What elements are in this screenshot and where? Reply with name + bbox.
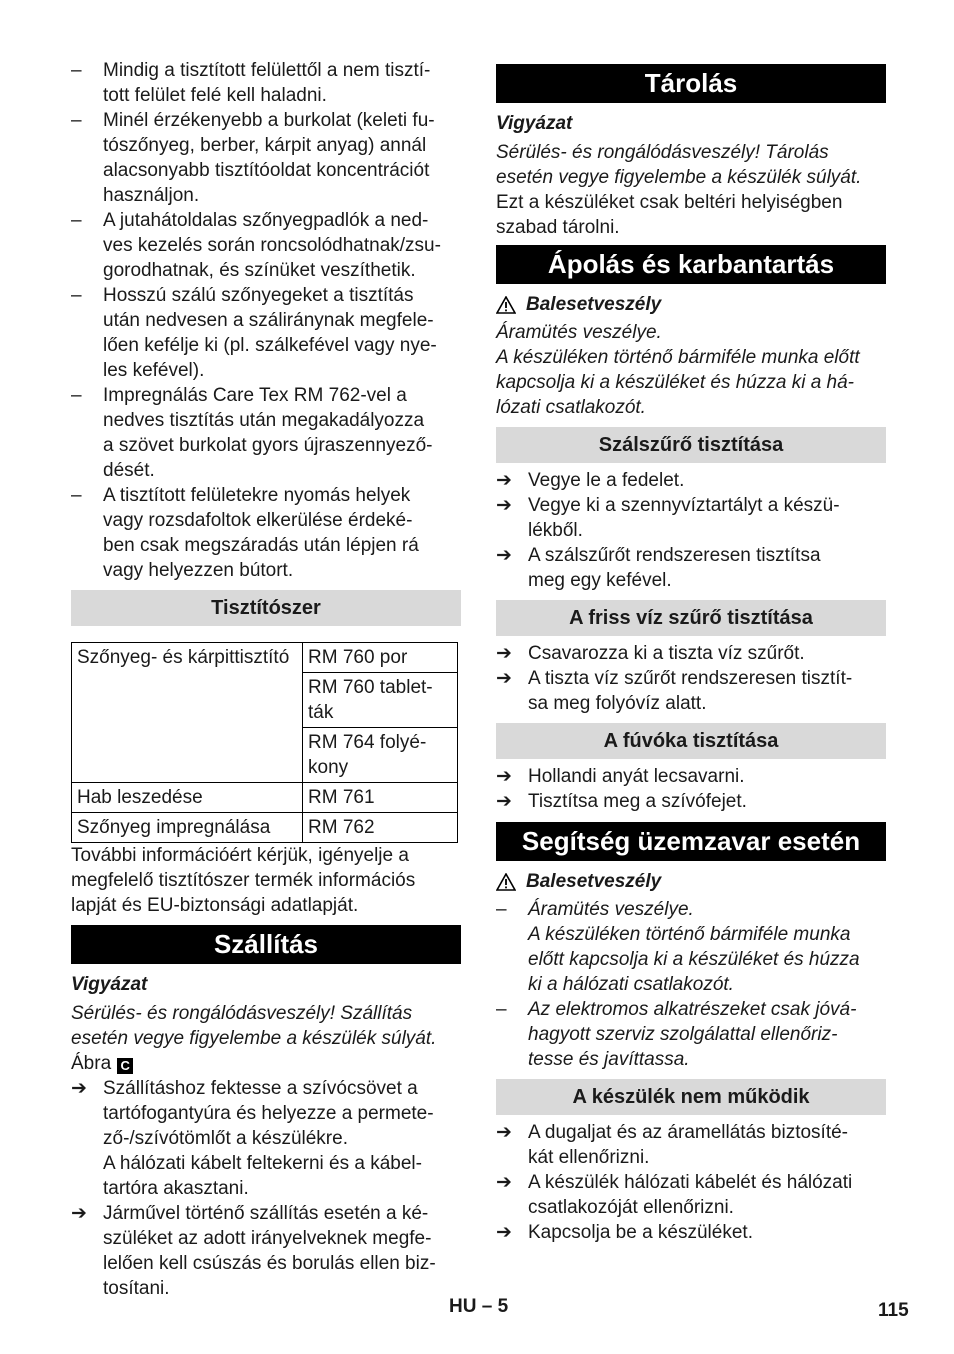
list-item-text: alacsonyabb tisztítóoldat koncentrációt bbox=[103, 160, 430, 181]
danger-warning: Balesetveszély bbox=[496, 292, 886, 317]
list-item-text: Impregnálás Care Tex RM 762-vel a bbox=[103, 385, 407, 406]
list-item-text: Hosszú szálú szőnyegeket a tisztítás bbox=[103, 285, 414, 306]
dash-bullet: – bbox=[496, 999, 507, 1020]
list-item-text: A hálózati kábelt feltekerni és a kábel- bbox=[103, 1153, 422, 1174]
list-item bbox=[496, 789, 886, 814]
dash-bullet: – bbox=[71, 110, 82, 131]
dash-bullet: – bbox=[71, 60, 82, 81]
list-item bbox=[496, 1170, 886, 1220]
list-item-text: ben csak megszáradás után lépjen rá bbox=[103, 535, 419, 556]
list-item-text: szüléket az adott irányelveknek megfe- bbox=[103, 1228, 432, 1249]
arrow-icon: ➔ bbox=[496, 545, 512, 566]
info-text: További információért kérjük, igényelje a megfelelő tisztítószer termék információs lapját és EU-biztonsági adatlapját. bbox=[71, 845, 416, 916]
filter-heading: Szálszűrő tisztítása bbox=[496, 427, 886, 463]
table-cell: Szőnyeg impregnálása bbox=[72, 813, 303, 843]
arrow-icon: ➔ bbox=[496, 791, 512, 812]
caution-label: Vigyázat bbox=[71, 974, 148, 995]
nozzle-steps bbox=[496, 764, 886, 814]
list-item-text: nedves tisztítás után megakadályozza bbox=[103, 410, 425, 431]
list-item-text: les kefével). bbox=[103, 360, 205, 381]
list-item-text: Áramütés veszélye. bbox=[528, 899, 694, 920]
list-item-text: Járművel történő szállítás esetén a ké- bbox=[103, 1203, 429, 1224]
danger-text: Áramütés veszélye. bbox=[496, 322, 662, 343]
caution-text: Sérülés- és rongálódásveszély! Szállítás bbox=[71, 1003, 413, 1024]
storage-heading: Tárolás bbox=[496, 64, 886, 103]
list-item bbox=[496, 1220, 886, 1245]
storage-text: Ezt a készüléket csak beltéri helyiségben bbox=[496, 192, 843, 213]
list-item bbox=[71, 283, 461, 383]
table-cell: Szőnyeg- és kárpittisztító bbox=[72, 643, 303, 783]
dash-bullet: – bbox=[71, 485, 82, 506]
footer-language-page: HU – 5 bbox=[449, 1296, 509, 1317]
list-item bbox=[496, 543, 886, 593]
left-column bbox=[71, 58, 461, 1301]
list-item-text: vagy rozsdafoltok elkerülése érdeké- bbox=[103, 510, 413, 531]
list-item bbox=[496, 897, 886, 997]
list-item-text: ző-/szívótömlőt a készülékre. bbox=[103, 1128, 348, 1149]
filter-steps bbox=[496, 468, 886, 593]
fresh-water-steps bbox=[496, 641, 886, 716]
list-item bbox=[496, 764, 886, 789]
danger-text: A készüléken történő bármiféle munka előtt bbox=[496, 347, 860, 368]
list-item-text: Vegye ki a szennyvíztartályt a készü- bbox=[528, 495, 840, 516]
page-number: 115 bbox=[878, 1300, 909, 1321]
right-column bbox=[496, 64, 886, 1245]
nozzle-heading: A fúvóka tisztítása bbox=[496, 723, 886, 759]
list-item-text: Hollandi anyát lecsavarni. bbox=[528, 766, 745, 787]
list-item-text: Tisztítsa meg a szívófejet. bbox=[528, 791, 747, 812]
list-item-text: után nedvesen a száliránynak megfele- bbox=[103, 310, 434, 331]
list-item bbox=[496, 468, 886, 493]
caution-label: Vigyázat bbox=[496, 113, 573, 134]
caution-text: esetén vegye figyelembe a készülék súlyát. bbox=[71, 1028, 437, 1049]
dash-bullet: – bbox=[71, 210, 82, 231]
list-item bbox=[496, 997, 886, 1072]
list-item bbox=[71, 1201, 461, 1301]
warning-triangle-icon bbox=[496, 296, 516, 314]
storage-text: szabad tárolni. bbox=[496, 217, 620, 238]
figure-c-icon: C bbox=[117, 1058, 133, 1074]
list-item-text: használjon. bbox=[103, 185, 200, 206]
list-item-text: a szövet burkolat gyors újraszennyező- bbox=[103, 435, 433, 456]
list-item-text: tott felület felé kell haladni. bbox=[103, 85, 327, 106]
tips-list bbox=[71, 58, 461, 583]
list-item bbox=[496, 493, 886, 543]
arrow-icon: ➔ bbox=[71, 1078, 87, 1099]
care-heading: Ápolás és karbantartás bbox=[496, 245, 886, 284]
table-cell: RM 760 tablet- ták bbox=[303, 673, 458, 728]
list-item-text: A készülék hálózati kábelét és hálózati bbox=[528, 1172, 853, 1193]
list-item bbox=[71, 483, 461, 583]
help-heading: Segítség üzemzavar esetén bbox=[496, 822, 886, 861]
arrow-icon: ➔ bbox=[496, 495, 512, 516]
arrow-icon: ➔ bbox=[71, 1203, 87, 1224]
dash-bullet: – bbox=[71, 285, 82, 306]
transport-heading: Szállítás bbox=[71, 925, 461, 964]
arrow-icon: ➔ bbox=[496, 668, 512, 689]
not-working-heading: A készülék nem működik bbox=[496, 1079, 886, 1115]
table-cell: RM 764 folyé- kony bbox=[303, 728, 458, 783]
arrow-icon: ➔ bbox=[496, 1122, 512, 1143]
list-item-text: ki a hálózati csatlakozót. bbox=[528, 974, 734, 995]
arrow-icon: ➔ bbox=[496, 1172, 512, 1193]
table-cell: RM 762 bbox=[303, 813, 458, 843]
list-item bbox=[71, 208, 461, 283]
list-item-text: A dugaljat és az áramellátás biztosíté- bbox=[528, 1122, 849, 1143]
figure-ref: Ábra C bbox=[71, 1051, 461, 1076]
list-item-text: A szálszűrőt rendszeresen tisztítsa bbox=[528, 545, 821, 566]
list-item-text: ves kezelés során roncsolódhatnak/zsu- bbox=[103, 235, 441, 256]
list-item bbox=[496, 641, 886, 666]
not-working-steps bbox=[496, 1120, 886, 1245]
list-item-text: vagy helyezzen bútort. bbox=[103, 560, 294, 581]
list-item-text: A tisztított felületekre nyomás helyek bbox=[103, 485, 411, 506]
transport-steps bbox=[71, 1076, 461, 1301]
list-item bbox=[71, 108, 461, 208]
cleaner-table bbox=[71, 642, 458, 843]
list-item bbox=[71, 1076, 461, 1201]
list-item bbox=[496, 666, 886, 716]
list-item-text: A jutahátoldalas szőnyegpadlók a ned- bbox=[103, 210, 429, 231]
list-item-text: A tiszta víz szűrőt rendszeresen tisztít- bbox=[528, 668, 853, 689]
table-cell: RM 761 bbox=[303, 783, 458, 813]
arrow-icon: ➔ bbox=[496, 470, 512, 491]
list-item-text: tartóra akasztani. bbox=[103, 1178, 249, 1199]
list-item-text: dését. bbox=[103, 460, 155, 481]
arrow-icon: ➔ bbox=[496, 766, 512, 787]
list-item-text: Csavarozza ki a tiszta víz szűrőt. bbox=[528, 643, 805, 664]
list-item bbox=[496, 1120, 886, 1170]
list-item-text: lelően kell csúszás és borulás ellen biz- bbox=[103, 1253, 436, 1274]
list-item-text: tartófogantyúra és helyezze a permete- bbox=[103, 1103, 434, 1124]
care-danger-text bbox=[496, 320, 886, 420]
arrow-icon: ➔ bbox=[496, 643, 512, 664]
dash-bullet: – bbox=[496, 899, 507, 920]
dash-bullet: – bbox=[71, 385, 82, 406]
list-item-text: kát ellenőrizni. bbox=[528, 1147, 650, 1168]
list-item-text: meg egy kefével. bbox=[528, 570, 672, 591]
list-item-text: A készüléken történő bármiféle munka bbox=[528, 924, 851, 945]
list-item-text: sa meg folyóvíz alatt. bbox=[528, 693, 707, 714]
arrow-icon: ➔ bbox=[496, 1222, 512, 1243]
list-item bbox=[71, 58, 461, 108]
list-item-text: Mindig a tisztított felülettől a nem tisztí- bbox=[103, 60, 431, 81]
list-item-text: lékből. bbox=[528, 520, 583, 541]
list-item-text: Kapcsolja be a készüléket. bbox=[528, 1222, 753, 1243]
danger-warning: Balesetveszély bbox=[496, 869, 886, 894]
list-item-text: hagyott szerviz szolgálattal ellenőriz- bbox=[528, 1024, 838, 1045]
help-danger-list bbox=[496, 897, 886, 1072]
list-item-text: tesse és javíttassa. bbox=[528, 1049, 690, 1070]
list-item-text: Vegye le a fedelet. bbox=[528, 470, 685, 491]
fresh-water-heading: A friss víz szűrő tisztítása bbox=[496, 600, 886, 636]
list-item-text: Az elektromos alkatrészeket csak jóvá- bbox=[528, 999, 857, 1020]
danger-text: kapcsolja ki a készüléket és húzza ki a há- bbox=[496, 372, 855, 393]
list-item-text: lően kefélje ki (pl. szálkefével vagy nye- bbox=[103, 335, 437, 356]
caution-text: Sérülés- és rongálódásveszély! Tárolás bbox=[496, 142, 829, 163]
danger-text: lózati csatlakozót. bbox=[496, 397, 646, 418]
table-cell: Hab leszedése bbox=[72, 783, 303, 813]
list-item-text: csatlakozóját ellenőrizni. bbox=[528, 1197, 734, 1218]
warning-triangle-icon bbox=[496, 873, 516, 891]
list-item-text: tószőnyeg, berber, kárpit anyag) annál bbox=[103, 135, 427, 156]
list-item-text: gorodhatnak, és színüket veszíthetik. bbox=[103, 260, 416, 281]
cleaner-heading: Tisztítószer bbox=[71, 590, 461, 626]
list-item bbox=[71, 383, 461, 483]
list-item-text: előtt kapcsolja ki a készüléket és húzza bbox=[528, 949, 860, 970]
list-item-text: tosítani. bbox=[103, 1278, 170, 1299]
list-item-text: Szállításhoz fektesse a szívócsövet a bbox=[103, 1078, 418, 1099]
table-cell: RM 760 por bbox=[303, 643, 458, 673]
list-item-text: Minél érzékenyebb a burkolat (keleti fu- bbox=[103, 110, 435, 131]
caution-text: esetén vegye figyelembe a készülék súlyát. bbox=[496, 167, 862, 188]
